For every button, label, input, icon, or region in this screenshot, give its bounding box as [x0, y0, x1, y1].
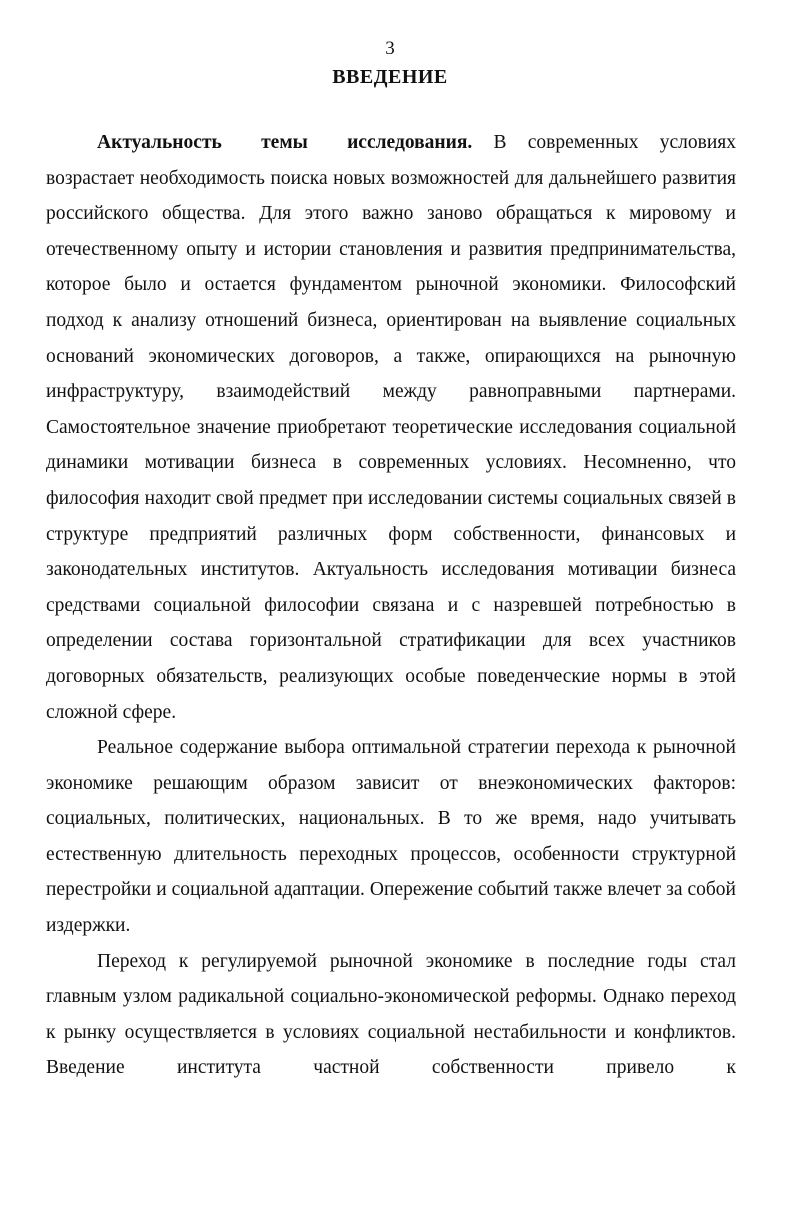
paragraph-text: В современных условиях возрастает необходимость поиска новых возможностей для дальнейшего развития российского общества. Для этого важно заново обращаться к мировому и отечественному опыту и истории становления и развития предпринимательства, которое было и остается фундаментом рыночной экономики. Философский подход к анализу отношений бизнеса, ориентирован на выявление социальных оснований экономических договоров, а также, опирающихся на рыночную инфраструктуру, взаимодействий между равноправными партнерами. Самостоятельное значение приобретают теоретические исследования социальной динамики мотивации бизнеса в современных условиях. Несомненно, что философия находит свой предмет при исследовании системы социальных связей в структуре предприятий различных форм собственности, финансовых и законодательных институтов. Актуальность исследования мотивации бизнеса средствами социальной философии связана и с назревшей потребностью в определении состава горизонтальной стратификации для всех участников договорных обязательств, реализующих особые поведенческие нормы в этой сложной сфере.: [46, 132, 736, 723]
page-number: 3: [385, 38, 395, 59]
body-text: [46, 125, 736, 1086]
paragraph-transition: [46, 944, 736, 1086]
paragraph-lead: Актуальность темы исследования.: [97, 132, 473, 153]
paragraph-relevance: [46, 125, 736, 730]
paragraph-text: Реальное содержание выбора оптимальной стратегии перехода к рыночной экономике решающим образом зависит от внеэкономических факторов: социальных, политических, национальных. В то же время, надо учитывать естественную длительность переходных процессов, особенности структурной перестройки и социальной адаптации. Опережение событий также влечет за собой издержки.: [46, 737, 736, 937]
paragraph-text: Переход к регулируемой рыночной экономике в последние годы стал главным узлом радикальной социально-экономической реформы. Однако переход к рынку осуществляется в условиях социальной нестабильности и конфликтов. Введение института частной собственности привело к: [46, 950, 736, 1079]
paragraph-strategy: [46, 730, 736, 944]
section-heading: ВВЕДЕНИЕ: [332, 66, 448, 88]
